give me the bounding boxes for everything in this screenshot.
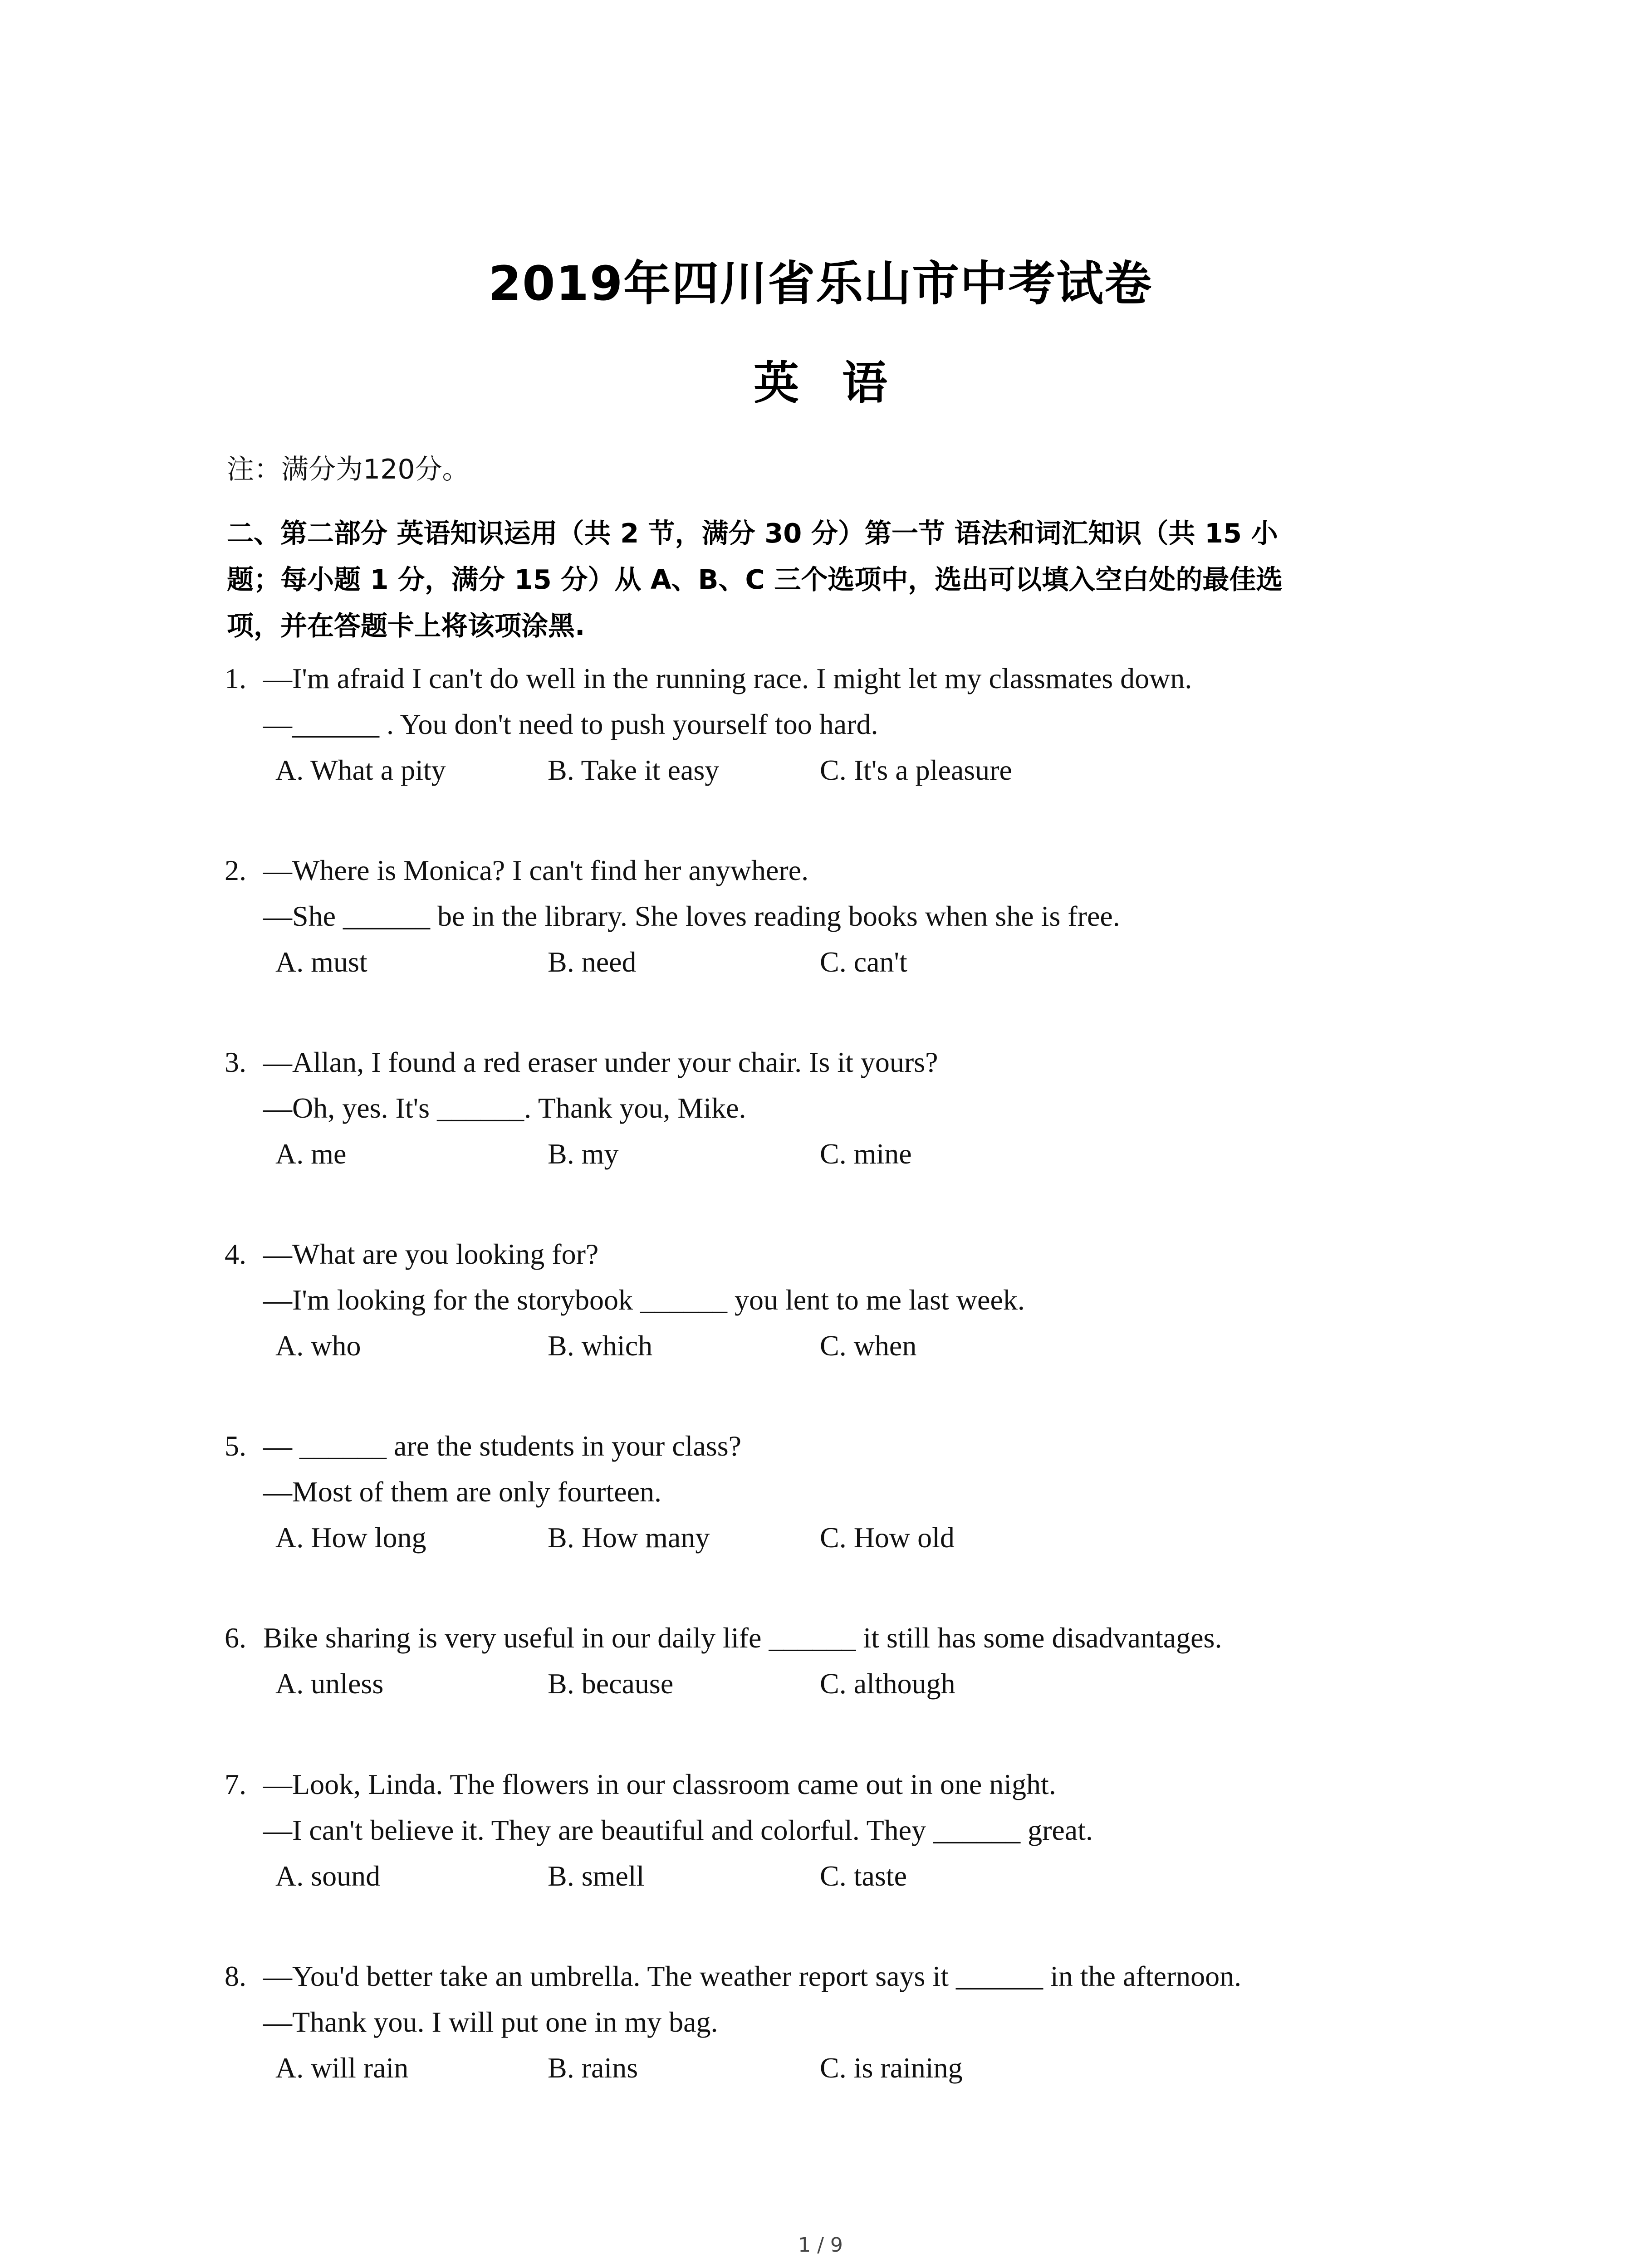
section-instructions-line: 项，并在答题卡上将该项涂黑. — [227, 610, 585, 641]
question-6 — [225, 1615, 1450, 1706]
option-a[interactable]: A. unless — [275, 1667, 384, 1700]
question-text: —Most of them are only fourteen. — [263, 1476, 661, 1508]
question-text: —Where is Monica? I can't find her anywhere. — [263, 854, 809, 886]
option-c[interactable]: C. How old — [820, 1521, 955, 1554]
option-c[interactable]: C. can't — [820, 946, 907, 978]
question-3 — [225, 1039, 1450, 1177]
answer-options — [225, 1131, 1450, 1177]
option-b[interactable]: B. How many — [548, 1521, 710, 1554]
question-line — [225, 1615, 1450, 1661]
question-line — [225, 701, 1450, 747]
question-line — [225, 1807, 1450, 1853]
answer-options — [225, 747, 1450, 793]
question-text: —______ . You don't need to push yourself too hard. — [263, 708, 878, 740]
question-line — [225, 847, 1450, 893]
option-a[interactable]: A. me — [275, 1138, 347, 1170]
question-line — [225, 1469, 1450, 1515]
subject-title: 英 语 — [754, 357, 887, 410]
option-c[interactable]: C. when — [820, 1330, 917, 1362]
question-line — [225, 1039, 1450, 1085]
question-text: Bike sharing is very useful in our daily life ______ it still has some disadvantages. — [263, 1622, 1222, 1654]
question-number: 7. — [225, 1768, 246, 1800]
answer-options — [225, 1661, 1450, 1706]
question-text: —Allan, I found a red eraser under your chair. Is it yours? — [263, 1046, 938, 1078]
option-c[interactable]: C. taste — [820, 1860, 907, 1892]
score-note: 注：满分为120分。 — [227, 454, 470, 485]
question-number: 5. — [225, 1430, 246, 1462]
question-text: —You'd better take an umbrella. The weather report says it ______ in the afternoon. — [263, 1960, 1242, 1992]
section-instructions — [227, 510, 1434, 649]
question-text: —She ______ be in the library. She loves reading books when she is free. — [263, 900, 1120, 932]
option-a[interactable]: A. will rain — [275, 2052, 409, 2084]
option-a[interactable]: A. What a pity — [275, 754, 446, 786]
question-5 — [225, 1423, 1450, 1560]
question-text: —Thank you. I will put one in my bag. — [263, 2006, 718, 2038]
question-line — [225, 1085, 1450, 1131]
option-c[interactable]: C. is raining — [820, 2052, 963, 2084]
exam-title: 2019年四川省乐山市中考试卷 — [488, 256, 1153, 311]
question-2 — [225, 847, 1450, 985]
answer-options — [225, 939, 1450, 985]
question-7 — [225, 1761, 1450, 1899]
question-number: 3. — [225, 1046, 246, 1078]
question-text: —I can't believe it. They are beautiful and colorful. They ______ great. — [263, 1814, 1093, 1846]
section-instructions-line: 二、第二部分 英语知识运用（共 2 节，满分 30 分）第一节 语法和词汇知识（共 15 小 — [227, 518, 1278, 549]
question-text: —I'm afraid I can't do well in the running race. I might let my classmates down. — [263, 662, 1192, 694]
answer-options — [225, 1515, 1450, 1560]
question-number: 4. — [225, 1238, 246, 1270]
option-a[interactable]: A. sound — [275, 1860, 381, 1892]
option-a[interactable]: A. must — [275, 946, 367, 978]
option-b[interactable]: B. need — [548, 946, 637, 978]
question-text: —Look, Linda. The flowers in our classroom came out in one night. — [263, 1768, 1056, 1800]
question-line — [225, 1277, 1450, 1323]
option-b[interactable]: B. which — [548, 1330, 653, 1362]
answer-options — [225, 1323, 1450, 1369]
question-number: 6. — [225, 1622, 246, 1654]
question-line — [225, 1231, 1450, 1277]
question-8 — [225, 1953, 1450, 2091]
question-4 — [225, 1231, 1450, 1369]
option-c[interactable]: C. although — [820, 1667, 955, 1700]
section-instructions-line: 题；每小题 1 分，满分 15 分）从 A、B、C 三个选项中，选出可以填入空白处的最佳选 — [227, 564, 1283, 595]
question-line — [225, 1953, 1450, 1999]
question-text: —I'm looking for the storybook ______ you lent to me last week. — [263, 1284, 1025, 1316]
question-line — [225, 655, 1450, 701]
option-c[interactable]: C. mine — [820, 1138, 912, 1170]
question-number: 2. — [225, 854, 246, 886]
option-c[interactable]: C. It's a pleasure — [820, 754, 1012, 786]
question-text: —Oh, yes. It's ______. Thank you, Mike. — [263, 1092, 746, 1124]
question-line — [225, 1761, 1450, 1807]
option-b[interactable]: B. my — [548, 1138, 619, 1170]
answer-options — [225, 2045, 1450, 2091]
option-b[interactable]: B. because — [548, 1667, 674, 1700]
question-number: 8. — [225, 1960, 246, 1992]
page-number: 1 / 9 — [798, 2234, 843, 2257]
question-text: —What are you looking for? — [263, 1238, 599, 1270]
option-b[interactable]: B. smell — [548, 1860, 645, 1892]
answer-options — [225, 1853, 1450, 1899]
question-1 — [225, 655, 1450, 793]
question-number: 1. — [225, 662, 246, 694]
question-line — [225, 1999, 1450, 2045]
option-b[interactable]: B. rains — [548, 2052, 638, 2084]
question-line — [225, 893, 1450, 939]
option-b[interactable]: B. Take it easy — [548, 754, 720, 786]
option-a[interactable]: A. How long — [275, 1521, 426, 1554]
question-text: — ______ are the students in your class? — [263, 1430, 741, 1462]
question-line — [225, 1423, 1450, 1469]
option-a[interactable]: A. who — [275, 1330, 361, 1362]
